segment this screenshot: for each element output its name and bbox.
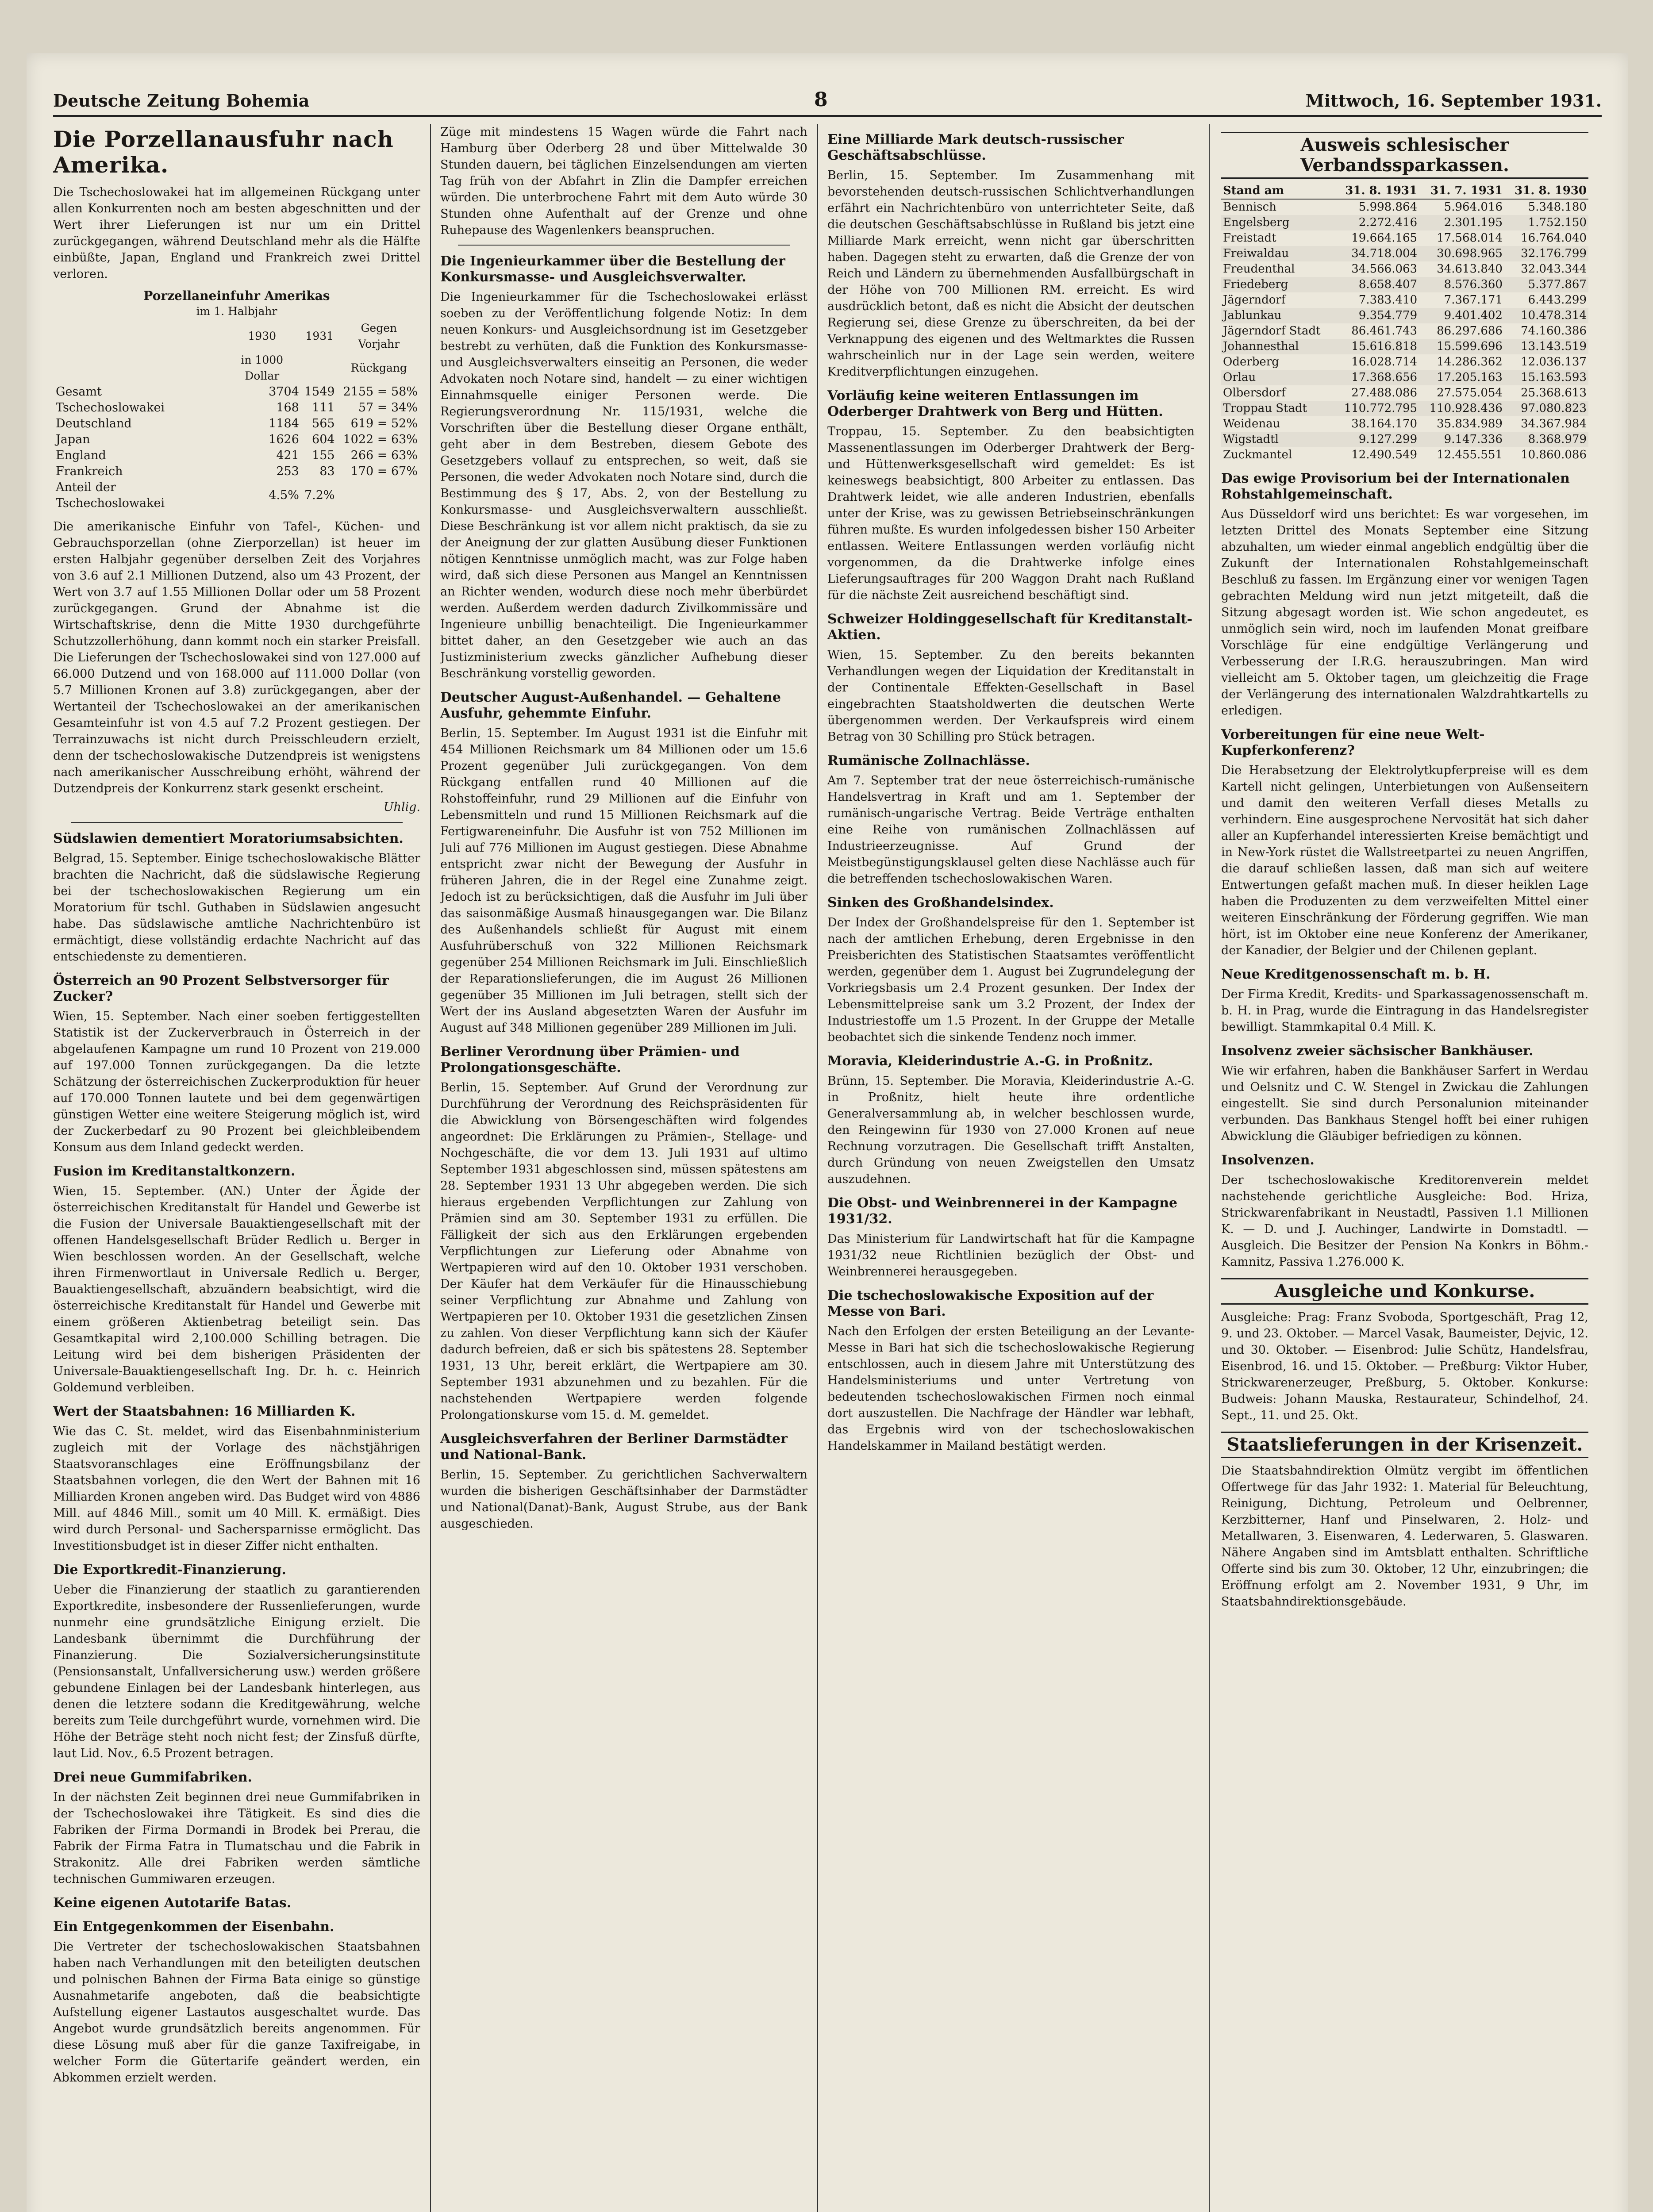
column-divider <box>430 124 431 2212</box>
article-body: Nach den Erfolgen der ersten Beteiligung an der Levante-Messe in Bari hat sich die tschechoslowakische Regierung entschlossen, auch in diesem Jahre mit Unterstützung des Handelsministeriums und unter Vertretung von bedeutenden tschechoslowakischen Firmen noch einmal dort auszustellen. Die Nachfrage der Händler war lebhaft, das Ergebnis wird von der tschechoslowakischen Handelskammer in Mailand bestätigt werden. <box>827 1325 1195 1453</box>
table-cell: 1184 <box>269 417 299 430</box>
table-header-cell: Stand am <box>1221 183 1334 199</box>
article-body: Brünn, 15. September. Die Moravia, Kleiderindustrie A.-G. in Proßnitz, hielt heute ihre ordentliche Generalversammlung ab, in welcher beschlossen wurde, den Reingewinn für 1930 von 27.000 Kronen auf neue Rechnung vorzutragen. Die Gesellschaft trifft Anstalten, durch Gründung von neuen Zweigstellen den Umsatz auszudehnen. <box>827 1074 1195 1186</box>
section-title: Ausgleiche und Konkurse. <box>1221 1278 1588 1305</box>
table-cell: 12.490.549 <box>1351 448 1418 461</box>
article-body: Berlin, 15. September. Zu gerichtlichen Sachverwaltern wurden die bisherigen Geschäftsinhaber der Darmstädter und National(Danat)-Bank, August Strube, aus der Bank ausgeschieden. <box>440 1468 807 1531</box>
table-cell: 25.368.613 <box>1521 386 1587 399</box>
article-headline: Das ewige Provisorium bei der Internationalen Rohstahlgemeinschaft. <box>1221 471 1570 502</box>
article-body: Wien, 15. September. Nach einer soeben fertiggestellten Statistik ist der Zuckerverbrauch in Österreich in der abgelaufenen Kampagne um rund 10 Prozent von 219.000 auf 197.000 Tonnen zurückgegangen. Da die letzte Schätzung der österreichischen Zuckerproduktion für heuer auf 170.000 Tonnen lautete und bei dem gegenwärtigen günstigen Wetter eine weitere Steigerung möglich ist, wird der Zuckerbedarf zu 90 Prozent bei gleichbleibendem Konsum aus dem Inland gedeckt werden. <box>53 1010 420 1154</box>
table-row <box>1221 215 1588 230</box>
article-body: Die Ingenieurkammer für die Tschechoslowakei erlässt soeben zu der Veröffentlichung folgende Notiz: In dem neuen Konkurs- und Ausgleichsordnung ist im Gesetzgeber bestrebt zu verhüten, daß die Funktion des Konkursmasse- und Ausgleichsverwalters einseitig an Personen, die weder Advokaten noch Notare sind, handelt — zu einer wichtigen Einnahmsquelle einiger Personen werde. Die Regierungsverordnung Nr. 115/1931, welche die Vorschriften über die Bestellung dieser Organe enthält, geht aber in dem Bestreben, diesem Gebote des Gesetzgebers vollauf zu entsprechen, so weit, daß sie Personen, die weder Advokaten noch Notare sind, durch die Bestimmung des § 17, Abs. 2, von der Bestellung zu Konkursmasse- und Ausgleichsverwaltern ausschließt. Diese Beschränkung ist vor allem nicht praktisch, da sie zu der Aneignung der zur glatten Ausübung dieser Funktionen nötigen Kenntnisse unmöglich macht, was zur Folge haben wird, daß sich diese Personen aus Mangel an Kenntnissen an Richter wenden, wodurch diese noch mehr überbürdet werden. Außerdem werden dadurch Zivilkommissäre und Ingenieure unbillig benachteiligt. Die Ingenieurkammer bittet daher, an den Gesetzgeber wie auch an das Justizministerium zwecks gänzlicher Aufhebung dieser Beschränkung vorstellig geworden. <box>440 290 807 680</box>
table-cell: 5.377.867 <box>1528 278 1587 291</box>
article-body: Das Ministerium für Landwirtschaft hat für die Kampagne 1931/32 neue Richtlinien bezüglich der Obst- und Weinbrennerei herausgegeben. <box>827 1232 1195 1279</box>
column-3 <box>827 124 1195 2212</box>
table-cell: Gesamt <box>56 385 102 399</box>
table-cell: Weidenau <box>1223 417 1280 430</box>
table-row <box>1221 230 1588 246</box>
table-row <box>1221 199 1588 215</box>
table-cell: 35.834.989 <box>1437 417 1503 430</box>
article-body: Die Herabsetzung der Elektrolytkupferpreise will es dem Kartell nicht gelingen, Unterbietungen von Außenseitern und damit den weiteren Verfall dieses Metalls zu verhindern. Eine ausgesprochene Nervosität hat sich daher aller an Kupferhandel interessierten Kreise bemächtigt und in New-York rüstet die Wallstreetpartei zu neuen Angriffen, die darauf schließen lassen, daß man sich auf weitere Entwertungen gefaßt machen muß. In dieser heiklen Lage haben die Produzenten zu dem verzweifelten Mittel einer weiteren Einschränkung der Förderung gegriffen. Wie man hört, ist im Oktober eine neue Konferenz der Amerikaner, der Kanadier, der Belgier und der Chilenen geplant. <box>1221 764 1588 957</box>
column-divider <box>817 124 818 2212</box>
article-headline: Die Exportkredit-Finanzierung. <box>53 1562 286 1578</box>
table-cell: 7.383.410 <box>1358 293 1418 307</box>
table-cell: Oderberg <box>1223 355 1279 369</box>
table-cell: Jägerndorf Stadt <box>1223 324 1321 338</box>
table-cell: 12.036.137 <box>1521 355 1587 369</box>
table-cell: Orlau <box>1223 371 1256 384</box>
article-headline: Die tschechoslowakische Exposition auf der Messe von Bari. <box>827 1288 1154 1319</box>
article-body: Die amerikanische Einfuhr von Tafel-, Küchen- und Gebrauchsporzellan (ohne Zierporzellan) ist heuer im ersten Halbjahr gegenüber derselben Zeit des Vorjahres von 3.6 auf 2.1 Millionen Dutzend, also um 43 Prozent, der Wert von 3.7 auf 1.55 Millionen Dollar oder um 58 Prozent zurückgegangen. Grund der Abnahme ist die Wirtschaftskrise, denn die Mitte 1930 durchgeführte Schutzzollerhöhung, dann kommt noch ein starker Preisfall. Die Lieferungen der Tschechoslowakei sind von 127.000 auf 66.000 Dutzend und von 168.000 auf 111.000 Dollar (von 5.7 Millionen Kronen auf 3.8) zurückgegangen, aber der Wertanteil der Tschechoslowakei an der amerikanischen Gesamteinfuhr ist von 4.5 auf 7.2 Prozent gestiegen. Der Terrainzuwachs ist nicht durch Preisschleudern erzielt, denn der tschechoslowakische Dutzendpreis ist wenigstens nach amerikanischer Ausschreibung erhöht, während der Dutzendpreis der Konkurrenz stark gesenkt erscheint. <box>53 520 420 795</box>
table-cell: 5.998.864 <box>1358 200 1418 214</box>
table-share-row <box>53 480 420 511</box>
table-cell: Johannesthal <box>1223 340 1299 353</box>
table-cell: Friedeberg <box>1223 278 1288 291</box>
article-headline: Berliner Verordnung über Prämien- und Prolongationsgeschäfte. <box>440 1044 740 1075</box>
article-body: Aus Düsseldorf wird uns berichtet: Es war vorgesehen, im letzten Drittel des Monats September eine Sitzung abzuhalten, um wieder einmal angeblich endgültig über die Zukunft der Internationalen Rohstahlgemeinschaft Beschluß zu fassen. Im Ergänzung einer vor wenigen Tagen gebrachten Meldung wird nun jetzt mitgeteilt, daß die Sitzung abgesagt worden ist. Wie schon angedeutet, es unmöglich sein wird, noch im laufenden Monat greifbare Vorschläge für eine endgültige Verlängerung und Verbesserung der I.R.G. herauszubringen. Man wird vielleicht am 5. Oktober tagen, um gleichzeitig die Frage der Verlängerung des internationalen Walzdrahtkartells zu erledigen. <box>1221 507 1588 718</box>
table-cell: 111 <box>312 401 335 415</box>
table-cell: 8.658.407 <box>1358 278 1418 291</box>
article-headline: Keine eigenen Autotarife Batas. <box>53 1895 292 1911</box>
table-cell: 97.080.823 <box>1521 402 1587 415</box>
newspaper-name: Deutsche Zeitung Bohemia <box>53 91 310 111</box>
table-cell: 170 = 67% <box>350 465 418 478</box>
table-cell: 1626 <box>269 433 299 446</box>
table-cell: Olbersdorf <box>1223 386 1286 399</box>
table-cell: 30.698.965 <box>1437 247 1503 260</box>
table-cell: 83 <box>319 465 335 478</box>
table-row <box>53 448 420 464</box>
table-cell: Troppau Stadt <box>1223 402 1307 415</box>
table-cell: Frankreich <box>56 465 123 478</box>
table-cell: 1.752.150 <box>1528 216 1587 229</box>
table-cell: Bennisch <box>1223 200 1276 214</box>
article-headline: Südslawien dementiert Moratoriumsabsichten. <box>53 831 404 846</box>
table-cell: 17.368.656 <box>1351 371 1418 384</box>
article-body: Berlin, 15. September. Auf Grund der Verordnung zur Durchführung der Verordnung des Reichspräsidenten für die Abwicklung von Börsengeschäften wird folgendes angeordnet: Die Erklärungen zu Prämien-, Stellage- und Nochgeschäfte, die vor dem 13. Juli 1931 auf ultimo September 1931 abgeschlossen sind, müssen spätestens am 28. September 1931 13 Uhr abgegeben werden. Die sich hieraus ergebenden Verpflichtungen zur Zahlung von Prämien sind am 30. September 1931 zu erfüllen. Die Fälligkeit der sich aus den Erklärungen ergebenden Verpflichtungen zur Lieferung oder Abnahme von Wertpapieren wird auf den 10. Oktober 1931 verschoben. Der Käufer hat dem Verkäufer für die Hinausschiebung seiner Verpflichtung zur Abnahme und Zahlung von Wertpapieren per 10. Oktober 1931 die gesetzlichen Zinsen zu zahlen. Von dieser Verpflichtung kann sich der Käufer dadurch befreien, daß er sich bis spätestens 28. September 1931, 13 Uhr, bereit erklärt, die Wertpapiere am 30. September 1931 abzunehmen und zu bezahlen. Für die nachstehenden Wertpapiere werden folgende Prolongationskurse vom 15. d. M. gemeldet. <box>440 1081 807 1422</box>
table-cell: 17.568.014 <box>1437 231 1503 245</box>
table-cell: 15.163.593 <box>1521 371 1587 384</box>
article-headline: Ausgleichsverfahren der Berliner Darmstädter und National-Bank. <box>440 1431 788 1463</box>
table-cell: 110.928.436 <box>1429 402 1503 415</box>
article-body: Der tschechoslowakische Kreditorenverein meldet nachstehende gerichtliche Ausgleiche: Bod. Hriza, Strickwarenfabrikant in Neustadtl, Passiven 1.1 Millionen K. — D. und J. Auchinger, Landwirte in Domstadtl. — Ausgleich. Die Besitzer der Pension Na Konkrs in Böhm.-Kamnitz, Passiva 1.276.000 K. <box>1221 1173 1588 1269</box>
table-unit-row <box>53 352 420 384</box>
table-cell: 7.367.171 <box>1444 293 1503 307</box>
article-body: Züge mit mindestens 15 Wagen würde die Fahrt nach Hamburg über Oderberg 28 und über Mittelwalde 30 Stunden dauern, bei täglichen Einzelsendungen am vierten Tag früh von der Abfahrt in Zlin die Dampfer erreichen würden. Die unterbrochene Fahrt mit dem Auto würde 30 Stunden ohne Aufenthalt auf der Grenze und ohne Ruhepause des Wagenlenkers beanspruchen. <box>440 125 807 237</box>
table-title: Porzellaneinfuhr Amerikas <box>143 288 330 303</box>
article-body: Wien, 15. September. Zu den bereits bekannten Verhandlungen wegen der Liquidation der Kreditanstalt in der Continentale Effekten-Gesellschaft in Basel eingebrachten Staatsholdwerten die deutschen Werte übergenommen werden. Der Verkaufspreis wird einem Betrag von 30 Schilling pro Stück betragen. <box>827 648 1195 744</box>
article-body: In der nächsten Zeit beginnen drei neue Gummifabriken in der Tschechoslowakei ihre Tätigkeit. Es sind dies die Fabriken der Firma Dormandi in Brodek bei Prerau, die Fabrik der Firma Fatra in Tlumatschau und die Fabrik in Strakonitz. Alle drei Fabriken werden sämtliche technischen Gummiwaren erzeugen. <box>53 1790 420 1886</box>
table-cell: 168 <box>276 401 299 415</box>
article-headline: Vorbereitungen für eine neue Welt-Kupferkonferenz? <box>1221 727 1485 758</box>
column-2 <box>440 124 807 2212</box>
article-headline: Ein Entgegenkommen der Eisenbahn. <box>53 1919 334 1935</box>
article-headline: Drei neue Gummifabriken. <box>53 1770 252 1785</box>
table-cell: 16.028.714 <box>1351 355 1418 369</box>
table-cell: 6.443.299 <box>1528 293 1587 307</box>
article-body: Belgrad, 15. September. Einige tschechoslowakische Blätter brachten die Nachricht, daß die südslawische Regierung bei der tschechoslowakischen Regierung um ein Moratorium für tschl. Guthaben in Südslawien angesucht habe. Das südslawische amtliche Nachrichtenbüro ist ermächtigt, diese vollständig erdachte Nachricht auf das entschiedenste zu dementieren. <box>53 852 420 964</box>
table-cell: 266 = 63% <box>350 449 418 462</box>
table-row <box>1221 323 1588 339</box>
article-headline: Neue Kreditgenossenschaft m. b. H. <box>1221 967 1491 982</box>
issue-date: Mittwoch, 16. September 1931. <box>1305 91 1602 111</box>
table-cell: 86.297.686 <box>1437 324 1503 338</box>
divider <box>458 245 790 246</box>
table-cell: 38.164.170 <box>1351 417 1418 430</box>
table-row <box>1221 432 1588 447</box>
article-body: Am 7. September trat der neue österreichisch-rumänische Handelsvertrag in Kraft und am 1. September der rumänisch-ungarische Vertrag. Beide Verträge enthalten eine Reihe von rumänischen Zollnachlässen auf Industrieerzeugnisse. Auf Grund der Meistbegünstigungsklausel gelten diese Nachlässe auch für die betreffenden tschechoslowakischen Waren. <box>827 774 1195 886</box>
article-headline: Insolvenz zweier sächsischer Bankhäuser. <box>1221 1043 1534 1059</box>
table-row <box>1221 354 1588 370</box>
article-body: Die Vertreter der tschechoslowakischen Staatsbahnen haben nach Verhandlungen mit den beteiligten deutschen und polnischen Bahnen der Firma Bata einige so günstige Ausnahmetarife angeboten, daß die beabsichtigte Aufstellung eigener Lastautos ausgeschaltet wurde. Das Angebot wurde grundsätzlich bereits angenommen. Für diese Lösung muß aber für die ganze Taxifreigabe, in welcher Form die Gütertarife geändert werden, ein Abkommen erzielt werden. <box>53 1940 420 2085</box>
article-body: Wie wir erfahren, haben die Bankhäuser Sarfert in Werdau und Oelsnitz und C. W. Stengel in Zwickau die Zahlungen eingestellt. Sie sind durch Personalunion miteinander verbunden. Das Bankhaus Stengel hofft bei einer ruhigen Abwicklung die Gläubiger befriedigen zu können. <box>1221 1064 1588 1143</box>
table-header-row <box>53 320 420 352</box>
article-headline: Schweizer Holdinggesellschaft für Kreditanstalt-Aktien. <box>827 611 1193 643</box>
table-cell: 13.143.519 <box>1521 340 1587 353</box>
table-cell: Wigstadtl <box>1223 433 1279 446</box>
table-row <box>1221 370 1588 385</box>
column-4 <box>1221 124 1588 2212</box>
column-1 <box>53 124 420 2212</box>
table-row <box>53 464 420 480</box>
table-unit-cell: Rückgang <box>350 361 407 374</box>
table-cell: Jägerndorf <box>1223 293 1286 307</box>
article-body: Ueber die Finanzierung der staatlich zu garantierenden Exportkredite, insbesondere der Russenlieferungen, wurde nunmehr eine grundsätzliche Einigung erzielt. Die Landesbank übernimmt die Durchführung der Finanzierung. Die Sozialversicherungsinstitute (Pensionsanstalt, Unfallversicherung usw.) werden größere gebundene Einlagen bei der Landesbank hinterlegen, aus denen die letztere sodann die Kreditgewährung, welche bereits zum Teile durchgeführt wurde, vornehmen wird. Die Höhe der Beträge steht noch nicht fest; der Zinsfuß dürfte, laut Lid. Nov., 6.5 Prozent betragen. <box>53 1583 420 1760</box>
table-cell: 15.616.818 <box>1351 340 1418 353</box>
author-signature: Uhlig. <box>383 800 420 814</box>
article-body: Wien, 15. September. (AN.) Unter der Ägide der österreichischen Kreditanstalt für Handel und Gewerbe ist die Fusion der Universale Bauaktiengesellschaft mit der offenen Handelsgesellschaft Brüder Redlich u. Berger in Wien beschlossen worden. An der Gesellschaft, welche ihren Firmenwortlaut in Universale Redlich u. Berger, Bauaktiengesellschaft, abzuändern beabsichtigt, wird die österreichische Kreditanstalt für Handel und Gewerbe mit einem größeren Aktienbetrag beteiligt sein. Das Gesamtkapital wird 2,100.000 Schilling betragen. Die Leitung wird bei dem bisherigen Präsidenten der Universale-Bauaktiengesellschaft Ing. Dr. h. c. Heinrich Goldemund verbleiben. <box>53 1184 420 1394</box>
table-cell: 34.718.004 <box>1351 247 1418 260</box>
table-header-row <box>1221 183 1588 199</box>
table-cell: 14.286.362 <box>1437 355 1503 369</box>
table-cell: 3704 <box>269 385 299 399</box>
table-cell: 1022 = 63% <box>343 433 418 446</box>
column-divider <box>1209 124 1210 2212</box>
table-header-cell <box>53 320 223 352</box>
table-row <box>1221 246 1588 261</box>
table-cell: 27.575.054 <box>1437 386 1503 399</box>
table-cell: 12.455.551 <box>1437 448 1503 461</box>
table-cell: 16.764.040 <box>1521 231 1587 245</box>
article-body: Die Staatsbahndirektion Olmütz vergibt im öffentlichen Offertwege für das Jahr 1932: 1. Material für Beleuchtung, Reinigung, Dichtung, Petroleum und Oelbrenner, Kerzbitterner, Hanf und Pinselwaren, 2. Holz- und Metallwaren, 3. Eisenwaren, 4. Lederwaren, 5. Glaswaren. Nähere Angaben sind im Amtsblatt enthalten. Schriftliche Offerte sind bis zum 30. Oktober, 12 Uhr, einzubringen; die Eröffnung erfolgt am 2. November 1931, 9 Uhr, im Staatsbahndirektionsgebäude. <box>1221 1464 1588 1609</box>
article-headline: Die Porzellanausfuhr nach Amerika. <box>53 126 394 178</box>
section-title: Staatslieferungen in der Krisenzeit. <box>1221 1432 1588 1458</box>
table-cell: Freiwaldau <box>1223 247 1289 260</box>
table-cell: 8.576.360 <box>1444 278 1503 291</box>
masthead <box>53 88 1602 117</box>
table-cell: 2.301.195 <box>1444 216 1503 229</box>
table-cell: 17.205.163 <box>1437 371 1503 384</box>
table-cell: Anteil der Tschechoslowakei <box>56 480 165 510</box>
article-headline: Moravia, Kleiderindustrie A.-G. in Proßnitz. <box>827 1053 1153 1069</box>
table-cell: Jablunkau <box>1223 309 1282 322</box>
table-row <box>53 384 420 400</box>
section-title: Ausweis schlesischer Verbandssparkassen. <box>1221 132 1588 179</box>
table-cell: Japan <box>56 433 90 446</box>
table-cell: 9.354.779 <box>1358 309 1418 322</box>
article-headline: Insolvenzen. <box>1221 1152 1315 1168</box>
table-row <box>1221 447 1588 463</box>
table-row <box>53 416 420 432</box>
table-cell: Zuckmantel <box>1223 448 1292 461</box>
table-cell: 19.664.165 <box>1351 231 1418 245</box>
table-cell: 253 <box>276 465 299 478</box>
table-cell: 15.599.696 <box>1437 340 1503 353</box>
table-cell: 604 <box>312 433 335 446</box>
table-unit-cell <box>53 352 223 384</box>
table-cell: 57 = 34% <box>358 401 418 415</box>
table-row <box>53 432 420 448</box>
table-unit-cell: in 1000 Dollar <box>241 353 284 382</box>
page-number: 8 <box>814 88 828 111</box>
table-cell: 32.176.799 <box>1521 247 1587 260</box>
table-row <box>1221 277 1588 292</box>
article-body: Berlin, 15. September. Im August 1931 ist die Einfuhr mit 454 Millionen Reichsmark um 84 Millionen oder um 15.6 Prozent gegenüber Juli zurückgegangen. Von dem Rückgang entfallen rund 40 Millionen auf die Rohstoffeinfuhr, rund 29 Millionen auf die Einfuhr von Lebensmitteln und rund 15 Millionen Reichsmark auf die Fertigwareneinfuhr. Die Ausfuhr ist von 752 Millionen im Juli auf 776 Millionen im August gestiegen. Diese Abnahme entspricht zwar nicht der Bewegung der Ausfuhr in früheren Jahren, die in der Regel eine Zunahme zeigt. Jedoch ist zu berücksichtigen, daß die Ausfuhr im Juli über das saisonmäßige Ausmaß hinausgegangen war. Die Bilanz des Außenhandels schließt für August mit einem Ausfuhrüberschuß von 322 Millionen Reichsmark gegenüber 254 Millionen Reichsmark im Juli. Einschließlich der Reparationslieferungen, die im August 26 Millionen gegenüber 35 Millionen im Juli betragen, stellt sich der Wert der ins Ausland abgesetzten Waren der Ausfuhr im August auf 348 Millionen gegenüber 289 Millionen im Juli. <box>440 726 807 1035</box>
table-cell: 9.401.402 <box>1444 309 1503 322</box>
table-row <box>1221 292 1588 308</box>
table-cell: Deutschland <box>56 417 132 430</box>
article-headline: Die Obst- und Weinbrennerei in der Kampagne 1931/32. <box>827 1195 1178 1227</box>
table-cell: Freistadt <box>1223 231 1276 245</box>
table-cell: 8.368.979 <box>1528 433 1587 446</box>
table-row <box>1221 385 1588 401</box>
article-body: Wie das C. St. meldet, wird das Eisenbahnministerium zugleich mit der Vorlage des nächstjährigen Staatsvoranschlages eine Eröffnungsbilanz der Staatsbahnen vorlegen, die den Wert der Bahnen mit 16 Milliarden Kronen angeben wird. Das Budget wird von 4886 Mill. auf 4846 Mill., somit um 40 Mill. K. ermäßigt. Dies wird durch Personal- und Sachersparnisse ermöglicht. Das Investitionsbudget ist in dieser Ziffer nicht enthalten. <box>53 1425 420 1553</box>
table-cell: 27.488.086 <box>1351 386 1418 399</box>
table-cell: 619 = 52% <box>350 417 418 430</box>
table-cell: 155 <box>312 449 335 462</box>
table-cell: 9.147.336 <box>1444 433 1503 446</box>
article-body: Der Index der Großhandelspreise für den 1. September ist nach der amtlichen Erhebung, deren Ergebnisse in den Preisberichten des Statistischen Staatsamtes veröffentlicht werden, gegenüber dem 1. August bei Zugrundelegung der Vorkriegsbasis um 2.4 Prozent gesunken. Der Index der Lebensmittelpreise sank um 3.2 Prozent, der Index der Industriestoffe um 1.5 Prozent. In der Gruppe der Metalle beobachtet sich die sinkende Tendenz noch immer. <box>827 916 1195 1044</box>
table-row <box>53 400 420 416</box>
table-cell: 5.964.016 <box>1444 200 1503 214</box>
table-cell: 34.566.063 <box>1351 262 1418 276</box>
article-headline: Österreich an 90 Prozent Selbstversorger für Zucker? <box>53 973 389 1004</box>
table-header-cell: 1931 <box>305 330 334 342</box>
article-headline: Sinken des Großhandelsindex. <box>827 895 1054 910</box>
article-headline: Wert der Staatsbahnen: 16 Milliarden K. <box>53 1404 356 1419</box>
table-row <box>1221 261 1588 277</box>
article-headline: Die Ingenieurkammer über die Bestellung der Konkursmasse- und Ausgleichsverwalter. <box>440 253 785 285</box>
table-cell: 86.461.743 <box>1351 324 1418 338</box>
article-body: Troppau, 15. September. Zu den beabsichtigten Massenentlassungen im Oderberger Drahtwerk der Berg- und Hüttenwerksgesellschaft wird gemeldet: Es ist keineswegs beabsichtigt, 800 Arbeiter zu entlassen. Das Drahtwerk leidet, wie alle anderen Industrien, ebenfalls unter der Krise, was zu gewissen Betriebseinschränkungen führen mußte. Es wurden infolgedessen bisher 150 Arbeiter entlassen. Weitere Entlassungen werden vorläufig nicht vorgenommen, da die Drahtwerke infolge eines Lieferungsauftrages für 200 Waggon Draht nach Rußland für die nächste Zeit ausreichend beschäftigt sind. <box>827 425 1195 602</box>
divider <box>71 822 403 823</box>
table-cell: Freudenthal <box>1223 262 1295 276</box>
article-body: Ausgleiche: Prag: Franz Svoboda, Sportgeschäft, Prag 12, 9. und 23. Oktober. — Marcel Vasak, Baumeister, Dejvic, 12. und 30. Oktober. — Eisenbrod: Julie Schütz, Handelsfrau, Eisenbrod, 16. und 15. Oktober. — Preßburg: Viktor Huber, Strickwarenerzeuger, Preßburg, 5. Oktober. Konkurse: Budweis: Johann Mauska, Restaurateur, Schindelhof, 24. Sept., 11. und 25. Okt. <box>1221 1310 1588 1422</box>
table-row <box>1221 339 1588 354</box>
article-intro: Die Tschechoslowakei hat im allgemeinen Rückgang unter allen Konkurrenten noch am besten abgeschnitten und der Wert ihrer Lieferungen ist nur um ein Drittel zurückgegangen, während Deutschland mehr als die Hälfte einbüßte, Japan, England und Frankreich zwei Drittel verloren. <box>53 185 420 281</box>
table-cell: 2.272.416 <box>1358 216 1418 229</box>
table-row <box>1221 308 1588 323</box>
table-cell: 9.127.299 <box>1358 433 1418 446</box>
table-unit-cell <box>302 352 338 384</box>
table-cell: 34.613.840 <box>1437 262 1503 276</box>
table-cell: Tschechoslowakei <box>56 401 165 415</box>
table-cell: 32.043.344 <box>1521 262 1587 276</box>
article-body: Der Firma Kredit, Kredits- und Sparkassagenossenschaft m. b. H. in Prag, wurde die Eintragung in das Handelsregister bewilligt. Stammkapital 0.4 Mill. K. <box>1221 987 1588 1034</box>
table-cell: 5.348.180 <box>1528 200 1587 214</box>
table-cell: 110.772.795 <box>1344 402 1418 415</box>
table-row <box>1221 416 1588 432</box>
table-cell: England <box>56 449 106 462</box>
table-cell: 4.5% <box>269 488 299 502</box>
table-header-cell: 31. 8. 1930 <box>1504 183 1588 199</box>
article-headline: Rumänische Zollnachlässe. <box>827 753 1030 768</box>
savings-bank-table <box>1221 183 1588 463</box>
table-cell: 1549 <box>304 385 335 399</box>
table-header-cell: 31. 8. 1931 <box>1334 183 1419 199</box>
article-headline: Fusion im Kreditanstaltkonzern. <box>53 1164 296 1179</box>
article-headline: Deutscher August-Außenhandel. — Gehaltene Ausfuhr, gehemmte Einfuhr. <box>440 690 781 721</box>
table-cell: 74.160.386 <box>1521 324 1587 338</box>
table-cell: 7.2% <box>304 488 335 502</box>
table-header-cell: 1930 <box>248 330 277 342</box>
table-cell: 565 <box>312 417 335 430</box>
table-header-cell: Gegen Vorjahr <box>358 322 400 350</box>
table-cell: 34.367.984 <box>1521 417 1587 430</box>
article-headline: Vorläufig keine weiteren Entlassungen im Oderberger Drahtwerk von Berg und Hütten. <box>827 388 1163 419</box>
table-row <box>1221 401 1588 416</box>
newspaper-page <box>27 53 1628 2212</box>
table-cell: 10.860.086 <box>1521 448 1587 461</box>
porcelain-import-table <box>53 320 420 511</box>
article-body: Berlin, 15. September. Im Zusammenhang mit bevorstehenden deutsch-russischen Schlichtverhandlungen erfährt ein Nachrichtenbüro von unterrichteter Seite, daß die deutschen Geschäftsabschlüsse in Rußland bis jetzt eine Milliarde Mark erreicht, wenn nicht gar überschritten haben. Dagegen steht zu erwarten, daß die Grenze der von Reich und Ländern zu übernehmenden Ausfallbürgschaft in der Höhe von 700 Millionen RM. erreicht. Es wird ausdrücklich betont, daß es nicht die Absicht der deutschen Regierung sei, diese Grenze zu überschreiten, da bei der Verknappung des eigenen und des Weltmarktes die Russen wahrscheinlich nur in der Lage sein werden, weitere Kreditverpflichtungen einzugehen. <box>827 169 1195 379</box>
table-cell: 10.478.314 <box>1521 309 1587 322</box>
table-cell: 2155 = 58% <box>343 385 418 399</box>
table-header-cell: 31. 7. 1931 <box>1419 183 1504 199</box>
table-cell: 421 <box>276 449 299 462</box>
table-subtitle: im 1. Halbjahr <box>196 305 277 318</box>
table-cell: Engelsberg <box>1223 216 1290 229</box>
article-headline: Eine Milliarde Mark deutsch-russischer Geschäftsabschlüsse. <box>827 132 1124 163</box>
